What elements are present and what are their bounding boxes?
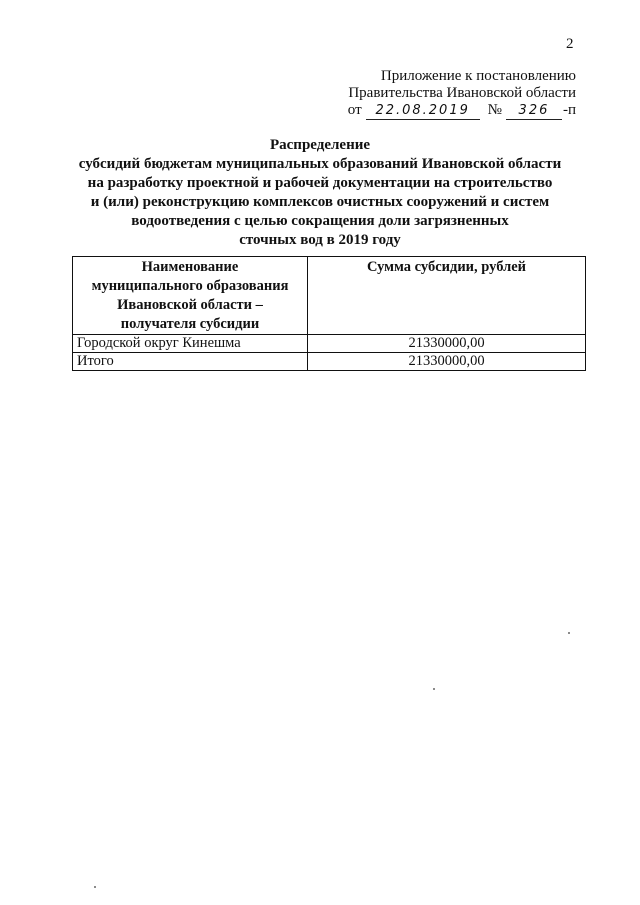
number-sign: № xyxy=(487,102,502,118)
heading-line: и (или) реконструкцию комплексов очистных сооружений и систем xyxy=(90,194,550,210)
scan-speck xyxy=(433,688,435,690)
table-row xyxy=(73,335,586,353)
appendix-line-1: Приложение к постановлению xyxy=(380,68,576,84)
header-text-line: получателя субсидии xyxy=(120,316,260,332)
cell-recipient-name: Городской округ Кинешма xyxy=(73,335,308,353)
header-recipient-name xyxy=(73,257,308,335)
appendix-date-line xyxy=(348,102,576,120)
handwritten-date: 22.08.2019 xyxy=(366,102,480,120)
header-text-line: Сумма субсидии, рублей xyxy=(366,259,527,275)
handwritten-number: 326 xyxy=(506,102,562,120)
appendix-block xyxy=(348,68,576,120)
cell-total-amount: 21330000,00 xyxy=(308,353,586,371)
heading-title: Распределение xyxy=(269,137,371,153)
number-suffix: -п xyxy=(562,102,576,118)
page-number: 2 xyxy=(566,36,574,52)
header-text-line: Ивановской области – xyxy=(117,297,263,313)
table-header-row xyxy=(73,257,586,335)
header-text-line: Наименование xyxy=(141,259,239,275)
heading-line: сточных вод в 2019 году xyxy=(239,232,401,248)
subsidy-table xyxy=(72,256,586,371)
cell-subsidy-amount: 21330000,00 xyxy=(308,335,586,353)
document-heading xyxy=(40,136,600,250)
header-subsidy-amount xyxy=(308,257,586,335)
heading-line: водоотведения с целью сокращения доли загрязненных xyxy=(131,213,509,229)
cell-total-label: Итого xyxy=(73,353,308,371)
heading-line: субсидий бюджетам муниципальных образований Ивановской области xyxy=(78,156,562,172)
appendix-line-2: Правительства Ивановской области xyxy=(348,85,576,101)
scan-speck xyxy=(568,632,570,634)
date-prefix: от xyxy=(347,102,362,118)
heading-line: на разработку проектной и рабочей документации на строительство xyxy=(87,175,553,191)
scan-speck xyxy=(94,886,96,888)
table-total-row xyxy=(73,353,586,371)
header-text-line: муниципального образования xyxy=(91,278,289,294)
